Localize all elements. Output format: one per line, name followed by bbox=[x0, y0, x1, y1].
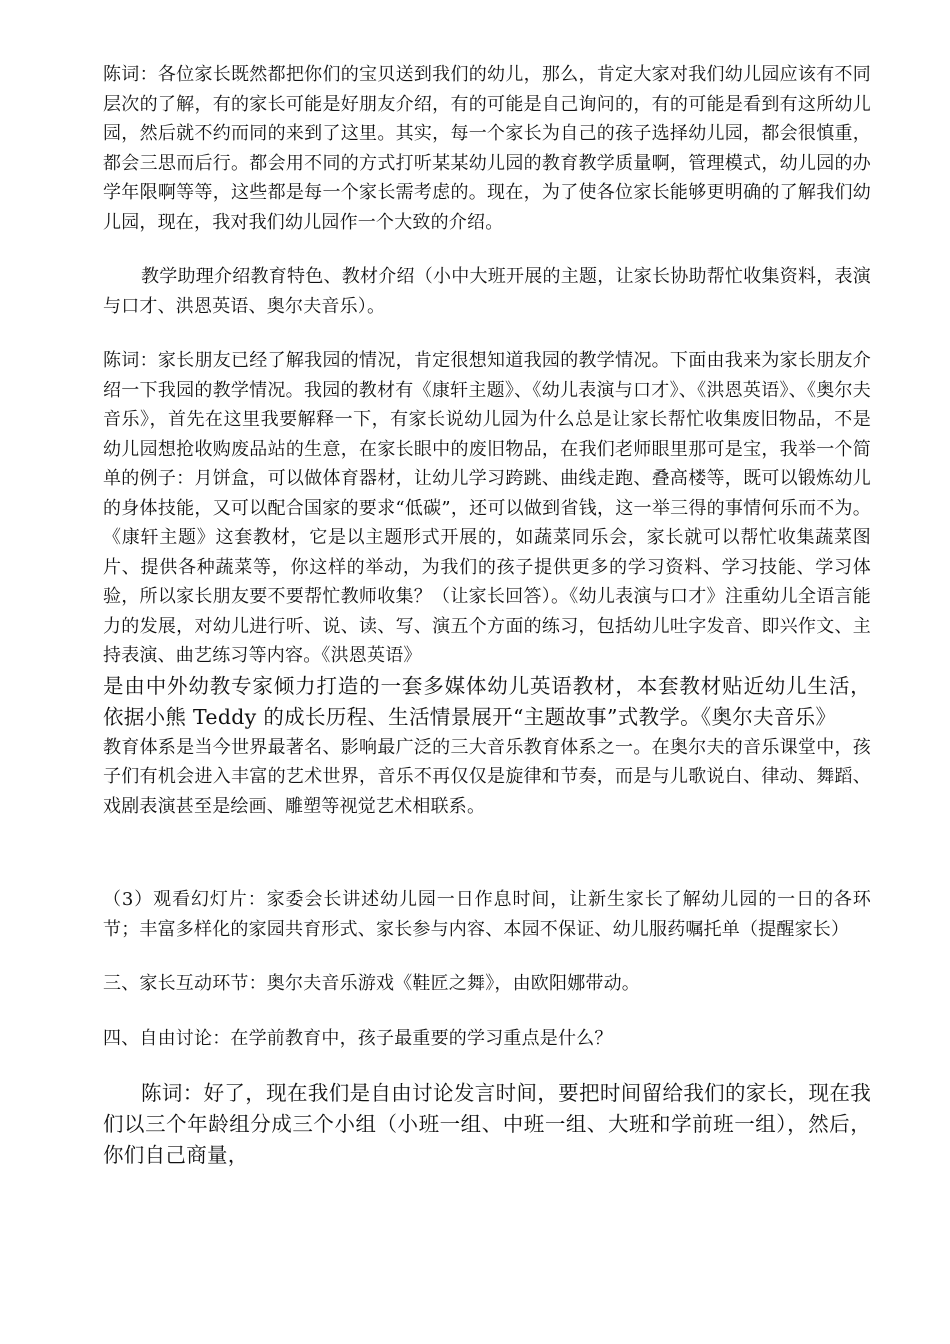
free-discussion-paragraph: 陈词：好了，现在我们是自由讨论发言时间，要把时间留给我们的家长，现在我们以三个年龄组分成三个小组（小班一组、中班一组、大班和学前班一组），然后，你们自己商量， bbox=[103, 1081, 871, 1167]
document-page bbox=[103, 60, 871, 1171]
curriculum-speech-block bbox=[103, 346, 871, 821]
section-four-heading: 四、自由讨论：在学前教育中，孩子最重要的学习重点是什么？ bbox=[103, 1027, 613, 1049]
hongen-english-paragraph: 是由中外幼教专家倾力打造的一套多媒体幼儿英语教材，本套教材贴近幼儿生活，依据小熊 Teddy 的成长历程、生活情景展开“主题故事”式教学。《奥尔夫音乐》 bbox=[103, 673, 871, 729]
section-three-heading: 三、家长互动环节：奥尔夫音乐游戏《鞋匠之舞》，由欧阳娜带动。 bbox=[103, 973, 640, 994]
intro-speech-paragraph: 陈词：各位家长既然都把你们的宝贝送到我们的幼儿，那么，肯定大家对我们幼儿园应该有不同层次的了解，有的家长可能是好朋友介绍，有的可能是自己询问的，有的可能是看到有这所幼儿园，然后就不约而同的来到了这里。其实，每一个家长为自己的孩子选择幼儿园，都会很慎重，都会三思而后行。都会用不同的方式打听某某幼儿园的教育教学质量啊，管理模式，幼儿园的办学年限啊等等，这些都是每一个家长需考虑的。现在，为了使各位家长能够更明确的了解我们幼儿园，现在，我对我们幼儿园作一个大致的介绍。 bbox=[103, 64, 871, 233]
slideshow-paragraph: （3）观看幻灯片：家委会长讲述幼儿园一日作息时间，让新生家长了解幼儿园的一日的各环节；丰富多样化的家园共育形式、家长参与内容、本园不保证、幼儿服药嘱托单（提醒家长） bbox=[103, 889, 871, 940]
teaching-assistant-paragraph: 教学助理介绍教育特色、教材介绍（小中大班开展的主题，让家长协助帮忙收集资料，表演与口才、洪恩英语、奥尔夫音乐）。 bbox=[103, 266, 871, 317]
orff-music-paragraph: 教育体系是当今世界最著名、影响最广泛的三大音乐教育体系之一。在奥尔夫的音乐课堂中，孩子们有机会进入丰富的艺术世界，音乐不再仅仅是旋律和节奏，而是与儿歌说白、律动、舞蹈、戏剧表演甚至是绘画、雕塑等视觉艺术相联系。 bbox=[103, 736, 871, 817]
curriculum-speech-paragraph: 陈词：家长朋友已经了解我园的情况，肯定很想知道我园的教学情况。下面由我来为家长朋友介绍一下我园的教学情况。我园的教材有《康轩主题》、《幼儿表演与口才》、《洪恩英语》、《奥尔夫音乐》，首先在这里我要解释一下，有家长说幼儿园为什么总是让家长帮忙收集废旧物品，不是幼儿园想抢收购废品站的生意，在家长眼中的废旧物品，在我们老师眼里那可是宝，我举一个简单的例子：月饼盒，可以做体育器材，让幼儿学习跨跳、曲线走跑、叠高楼等，既可以锻炼幼儿的身体技能，又可以配合国家的要求“低碳”，还可以做到省钱，这一举三得的事情何乐而不为。《康轩主题》这套教材，它是以主题形式开展的，如蔬菜同乐会，家长就可以帮忙收集蔬菜图片、提供各种蔬菜等，你这样的举动，为我们的孩子提供更多的学习资料、学习技能、学习体验，所以家长朋友要不要帮忙教师收集？（让家长回答）。《幼儿表演与口才》注重幼儿全语言能力的发展，对幼儿进行听、说、读、写、演五个方面的练习，包括幼儿吐字发音、即兴作文、主持表演、曲艺练习等内容。《洪恩英语》 bbox=[103, 350, 871, 666]
